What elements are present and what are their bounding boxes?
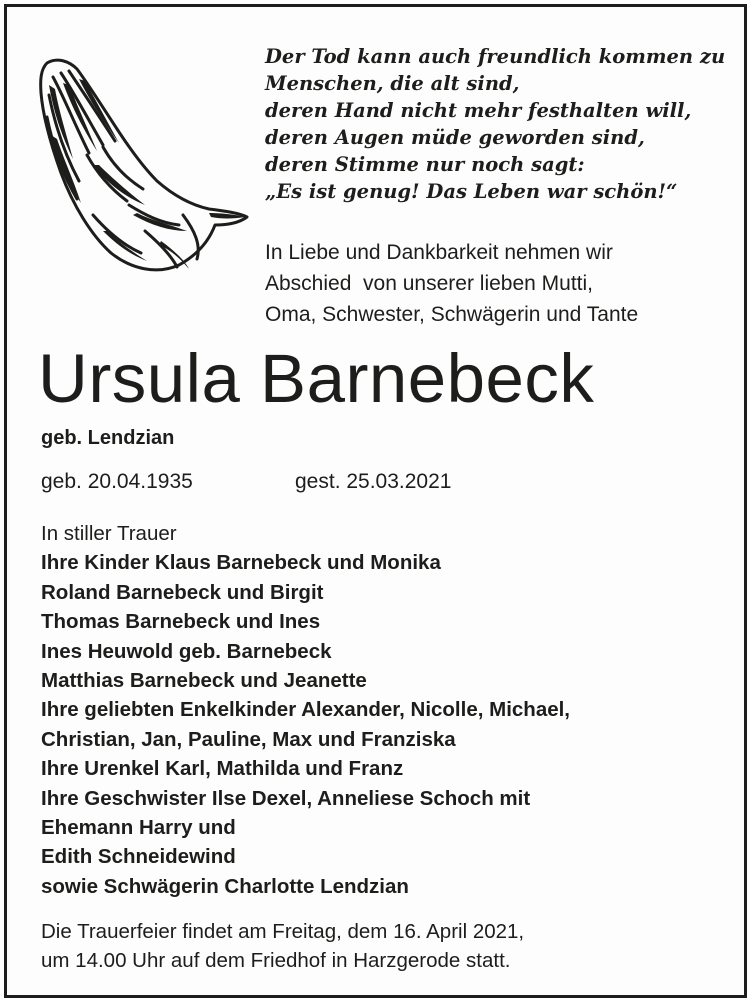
deceased-name: Ursula Barnebeck bbox=[38, 340, 595, 417]
farewell-line: In Liebe und Dankbarkeit nehmen wir bbox=[265, 241, 613, 264]
mourners-list bbox=[41, 519, 731, 901]
mourner-line: Ines Heuwold geb. Barnebeck bbox=[41, 639, 332, 663]
funeral-notice bbox=[41, 917, 731, 975]
farewell-line: Oma, Schwester, Schwägerin und Tante bbox=[265, 303, 639, 326]
life-dates bbox=[41, 467, 451, 497]
obituary-frame bbox=[4, 4, 747, 998]
funeral-notice-line: um 14.00 Uhr auf dem Friedhof in Harzgerode statt. bbox=[41, 949, 511, 972]
birth-date: geb. 20.04.1935 bbox=[41, 470, 193, 493]
mourner-line: Matthias Barnebeck und Jeanette bbox=[41, 669, 367, 693]
mourner-line: Thomas Barnebeck und Ines bbox=[41, 610, 321, 634]
mourners-intro: In stiller Trauer bbox=[41, 522, 177, 545]
poem-line: „Es ist genug! Das Leben war schön!“ bbox=[265, 180, 678, 203]
farewell-line: Abschied von unserer lieben Mutti, bbox=[265, 272, 594, 295]
poem-line: deren Stimme nur noch sagt: bbox=[265, 153, 585, 176]
death-date: gest. 25.03.2021 bbox=[295, 470, 452, 493]
mourner-line: Christian, Jan, Pauline, Max und Franziska bbox=[41, 727, 456, 751]
poem-line: deren Hand nicht mehr festhalten will, bbox=[265, 99, 692, 122]
mourner-line: Roland Barnebeck und Birgit bbox=[41, 580, 324, 604]
maiden-name: geb. Lendzian bbox=[41, 427, 175, 449]
funeral-notice-line: Die Trauerfeier findet am Freitag, dem 16. April 2021, bbox=[41, 920, 525, 943]
mourner-line: Edith Schneidewind bbox=[41, 845, 236, 869]
poem bbox=[265, 43, 735, 205]
mourner-line: sowie Schwägerin Charlotte Lendzian bbox=[41, 874, 409, 898]
mourner-line: Ihre Geschwister Ilse Dexel, Anneliese Schoch mit bbox=[41, 786, 531, 810]
poem-line: deren Augen müde geworden sind, bbox=[265, 126, 645, 149]
farewell-text bbox=[265, 237, 735, 330]
poem-line: Menschen, die alt sind, bbox=[265, 72, 520, 95]
mourner-line: Ihre Kinder Klaus Barnebeck und Monika bbox=[41, 551, 441, 575]
mourner-line: Ihre Urenkel Karl, Mathilda und Franz bbox=[41, 757, 404, 781]
poem-line: Der Tod kann auch freundlich kommen zu bbox=[265, 45, 726, 68]
praying-hands-icon bbox=[33, 55, 255, 275]
mourner-line: Ehemann Harry und bbox=[41, 816, 236, 840]
mourner-line: Ihre geliebten Enkelkinder Alexander, Nicolle, Michael, bbox=[41, 698, 571, 722]
